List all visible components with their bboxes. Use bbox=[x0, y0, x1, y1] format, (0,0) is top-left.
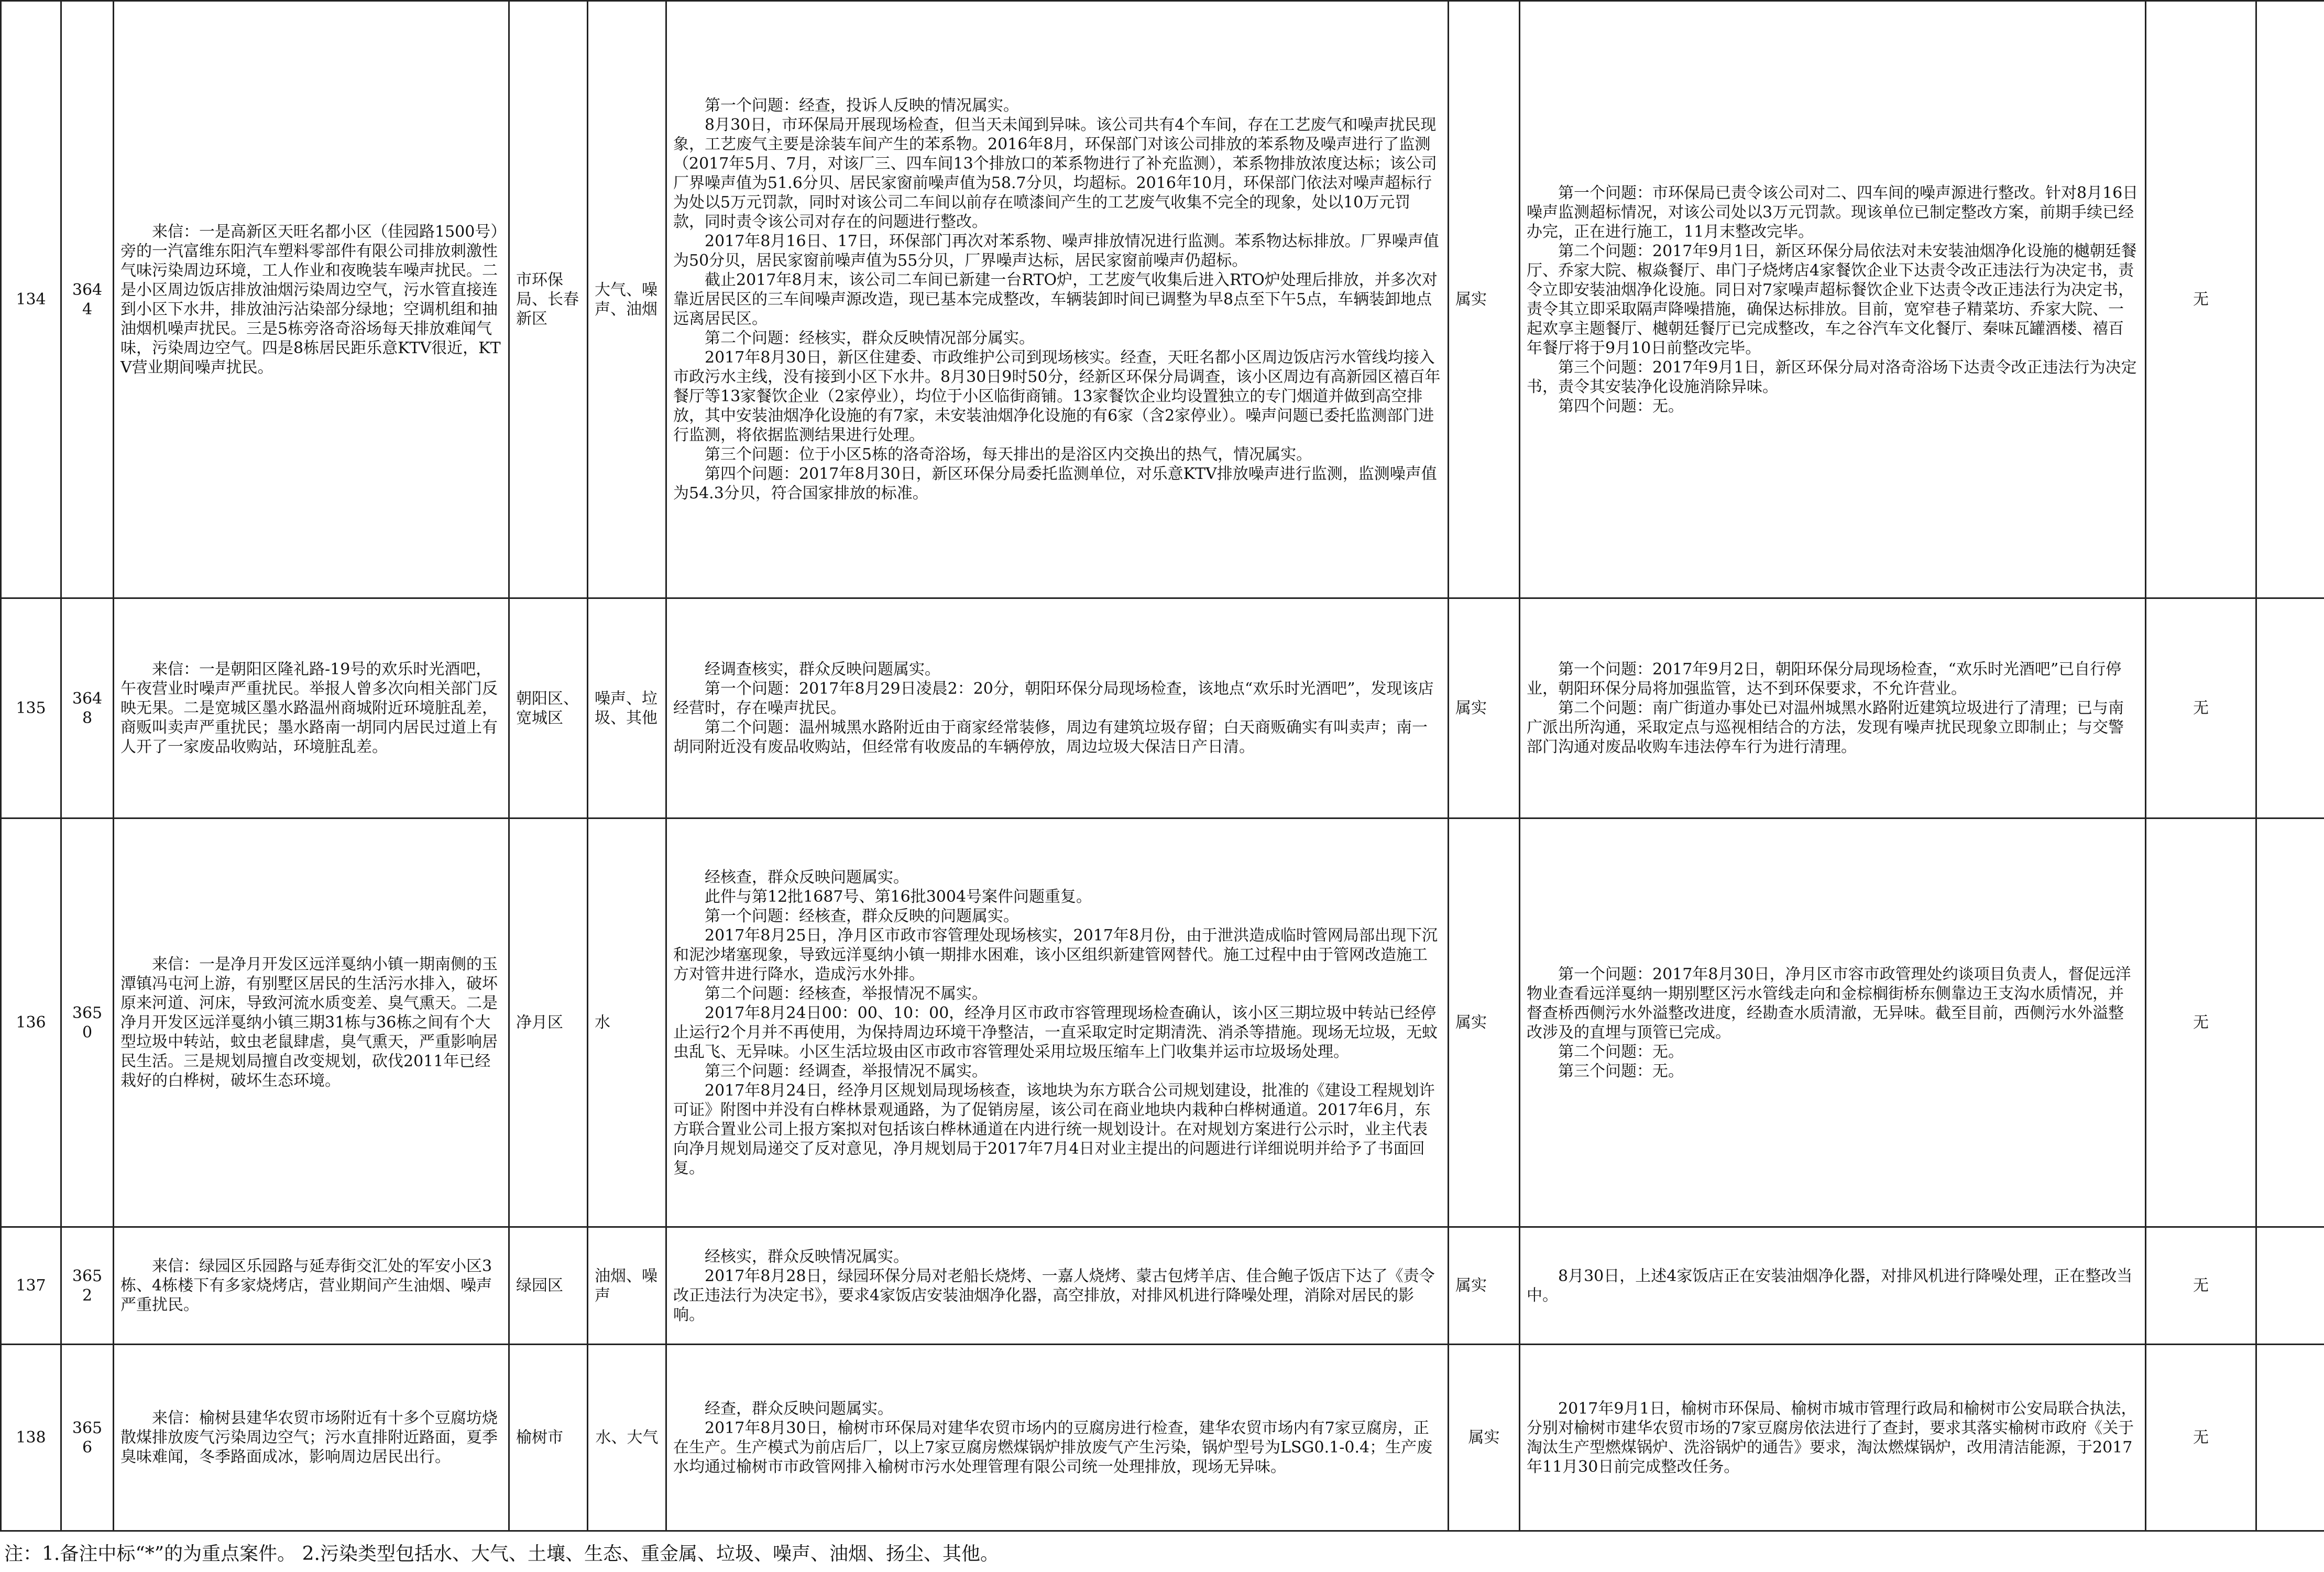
rectification-cell bbox=[1520, 1227, 2146, 1345]
findings-paragraph: 经核查，群众反映问题属实。 bbox=[705, 868, 909, 887]
accountability-cell: 无 bbox=[2146, 1345, 2256, 1531]
rectification-paragraph: 第一个问题：2017年8月30日，净月区市容市政管理处约谈项目负责人，督促远洋物业查看远洋戛纳一期别墅区污水管线走向和金棕榈街桥东侧靠边王支沟水质情况，并督查桥西侧污水外溢整改进度，经勘查水质清澈，无异味。截至目前，西侧污水外溢整改涉及的直埋与顶管已完成。 bbox=[1527, 965, 2131, 1042]
findings-paragraph: 2017年8月16日、17日，环保部门再次对苯系物、噪声排放情况进行监测。苯系物达标排放。厂界噪声值为50分贝，居民家窗前噪声值为55分贝，厂界噪声达标，居民家窗前噪声仍超标。 bbox=[673, 232, 1439, 270]
rectification-paragraph: 8月30日，上述4家饭店正在安装油烟净化器，对排风机进行降噪处理，正在整改当中。 bbox=[1527, 1267, 2133, 1305]
pollution-type-cell: 水 bbox=[588, 818, 666, 1227]
complaint-cell bbox=[114, 1227, 509, 1345]
remark-cell bbox=[2256, 598, 2324, 818]
rectification-cell bbox=[1520, 598, 2146, 818]
findings-paragraph: 第一个问题：经查，投诉人反映的情况属实。 bbox=[705, 96, 1019, 115]
complaint-text: 来信：一是净月开发区远洋戛纳小镇一期南侧的玉潭镇冯屯河上游，有别墅区居民的生活污水排入，破坏原来河道、河床，导致河流水质变差、臭气熏天。二是净月开发区远洋戛纳小镇三期31栋与36栋之间有个大型垃圾中转站，蚊虫老鼠肆虐，臭气熏天，严重影响居民生活。三是规划局擅自改变规划，砍伐2011年已经栽好的白桦树，破坏生态环境。 bbox=[120, 955, 498, 1090]
district-cell: 市环保局、长春新区 bbox=[509, 1, 588, 598]
remark-cell bbox=[2256, 1227, 2324, 1345]
rectification-paragraph: 第二个问题：无。 bbox=[1558, 1042, 1684, 1061]
case-id: 3650 bbox=[61, 818, 114, 1227]
row-number: 137 bbox=[1, 1227, 61, 1345]
complaint-text: 来信：一是高新区天旺名都小区（佳园路1500号）旁的一汽富维东阳汽车塑料零部件有限公司排放刺激性气味污染周边环境，工人作业和夜晚装车噪声扰民。二是小区周边饭店排放油烟污染周边空气，污水管直接连到小区下水井，排放油污沾染部分绿地；空调机组和抽油烟机噪声扰民。三是5栋旁洛奇浴场每天排放难闻气味，污染周边空气。四是8栋居民距乐意KTV很近，KTV营业期间噪声扰民。 bbox=[120, 222, 501, 377]
verdict-cell: 属实 bbox=[1449, 818, 1520, 1227]
verdict-cell: 属实 bbox=[1449, 1345, 1520, 1531]
findings-paragraph: 第四个问题：2017年8月30日，新区环保分局委托监测单位，对乐意KTV排放噪声进行监测，监测噪声值为54.3分贝，符合国家排放的标准。 bbox=[673, 465, 1437, 503]
findings-paragraph: 2017年8月30日，榆树市环保局对建华农贸市场内的豆腐房进行检查，建华农贸市场内有7家豆腐房，正在生产。生产模式为前店后厂，以上7家豆腐房燃煤锅炉排放废气产生污染，锅炉型号为LSG0.1-0.4；生产废水均通过榆树市市政管网排入榆树市污水处理管理有限公司统一处理排放，现场无异味。 bbox=[673, 1418, 1433, 1476]
case-rows bbox=[1, 1, 2324, 1531]
rectification-paragraph: 第一个问题：市环保局已责令该公司对二、四车间的噪声源进行整改。针对8月16日噪声监测超标情况，对该公司处以3万元罚款。现该单位已制定整改方案，前期手续已经办完，正在进行施工，11月末整改完毕。 bbox=[1527, 183, 2139, 241]
remark-cell bbox=[2256, 818, 2324, 1227]
row-number: 134 bbox=[1, 1, 61, 598]
findings-paragraph: 第二个问题：经核查，举报情况不属实。 bbox=[705, 984, 988, 1003]
pollution-type-cell: 大气、噪声、油烟 bbox=[588, 1, 666, 598]
complaint-cell bbox=[114, 1345, 509, 1531]
findings-paragraph: 2017年8月28日，绿园环保分局对老船长烧烤、一嘉人烧烤、蒙古包烤羊店、佳合鲍子饭店下达了《责令改正违法行为决定书》，要求4家饭店安装油烟净化器，高空排放，对排风机进行降噪处理，消除对居民的影响。 bbox=[673, 1267, 1435, 1324]
rectification-paragraph: 第一个问题：2017年9月2日，朝阳环保分局现场检查，“欢乐时光酒吧”已自行停业，朝阳环保分局将加强监管，达不到环保要求，不允许营业。 bbox=[1527, 660, 2122, 698]
accountability-cell: 无 bbox=[2146, 818, 2256, 1227]
rectification-paragraph: 第四个问题：无。 bbox=[1558, 397, 1684, 416]
complaint-cell bbox=[114, 1, 509, 598]
complaint-cell bbox=[114, 598, 509, 818]
findings-paragraph: 第三个问题：经调查，举报情况不属实。 bbox=[705, 1062, 988, 1080]
findings-paragraph: 此件与第12批1687号、第16批3004号案件问题重复。 bbox=[705, 887, 1092, 906]
accountability-cell: 无 bbox=[2146, 1227, 2256, 1345]
accountability-cell: 无 bbox=[2146, 1, 2256, 598]
district-cell: 绿园区 bbox=[509, 1227, 588, 1345]
findings-paragraph: 2017年8月24日，经净月区规划局现场核查，该地块为东方联合公司规划建设，批准的《建设工程规划许可证》附图中并没有白桦林景观通路，为了促销房屋，该公司在商业地块内栽种白桦树通道。2017年6月，东方联合置业公司上报方案拟对包括该白桦林通道在内进行统一规划设计。在对规划方案进行公示时，业主代表向净月规划局递交了反对意见，净月规划局于2017年7月4日对业主提出的问题进行详细说明并给予了书面回复。 bbox=[673, 1081, 1435, 1177]
verdict-cell: 属实 bbox=[1449, 598, 1520, 818]
findings-paragraph: 经核实，群众反映情况属实。 bbox=[705, 1247, 909, 1266]
complaint-text: 来信：榆树县建华农贸市场附近有十多个豆腐坊烧散煤排放废气污染周边空气；污水直排附近路面，夏季臭味难闻，冬季路面成冰，影响周边居民出行。 bbox=[120, 1409, 498, 1466]
case-id: 3648 bbox=[61, 598, 114, 818]
accountability-cell: 无 bbox=[2146, 598, 2256, 818]
rectification-cell bbox=[1520, 818, 2146, 1227]
table-row bbox=[1, 1345, 2324, 1531]
case-id: 3652 bbox=[61, 1227, 114, 1345]
findings-cell bbox=[666, 1, 1449, 598]
case-id: 3656 bbox=[61, 1345, 114, 1531]
district-cell: 榆树市 bbox=[509, 1345, 588, 1531]
table-row bbox=[1, 598, 2324, 818]
table-row bbox=[1, 1227, 2324, 1345]
pollution-type-cell: 水、大气 bbox=[588, 1345, 666, 1531]
footnote: 注：1.备注中标“*”的为重点案件。 2.污染类型包括水、大气、土壤、生态、重金属、垃圾、噪声、油烟、扬尘、其他。 bbox=[4, 1543, 999, 1565]
rectification-paragraph: 2017年9月1日，榆树市环保局、榆树市城市管理行政局和榆树市公安局联合执法，分别对榆树市建华农贸市场的7家豆腐房依法进行了查封，要求其落实榆树市政府《关于淘汰生产型燃煤锅炉、洗浴锅炉的通告》要求，淘汰燃煤锅炉，改用清洁能源，于2017年11月30日前完成整改任务。 bbox=[1527, 1399, 2137, 1476]
remark-cell bbox=[2256, 1345, 2324, 1531]
findings-paragraph: 第三个问题：位于小区5栋的洛奇浴场，每天排出的是浴区内交换出的热气，情况属实。 bbox=[705, 445, 1312, 464]
rectification-paragraph: 第二个问题：2017年9月1日，新区环保分局依法对未安装油烟净化设施的樾朝廷餐厅、乔家大院、椒焱餐厅、串门子烧烤店4家餐饮企业下达责令改正违法行为决定书，责令立即安装油烟净化设施。同日对7家噪声超标餐饮企业下达责令改正违法行为决定书，责令其立即采取隔声降噪措施，确保达标排放。目前，宽窄巷子精菜坊、乔家大院、一起欢享主题餐厅、樾朝廷餐厅已完成整改，车之谷汽车文化餐厅、秦味瓦罐酒楼、禧百年餐厅将于9月10日前整改完毕。 bbox=[1527, 242, 2137, 357]
findings-paragraph: 截止2017年8月末，该公司二车间已新建一台RTO炉，工艺废气收集后进入RTO炉处理后排放，并多次对靠近居民区的三车间噪声源改造，现已基本完成整改，车辆装卸时间已调整为早8点至下午5点，车辆装卸地点远离居民区。 bbox=[673, 271, 1438, 328]
row-number: 138 bbox=[1, 1345, 61, 1531]
findings-paragraph: 第二个问题：经核实，群众反映情况部分属实。 bbox=[705, 329, 1035, 347]
findings-paragraph: 经调查核实，群众反映问题属实。 bbox=[705, 660, 940, 679]
rectification-cell bbox=[1520, 1345, 2146, 1531]
findings-paragraph: 2017年8月24日00：00、10：00，经净月区市政市容管理现场检查确认，该小区三期垃圾中转站已经停止运行2个月并不再使用，为保持周边环境干净整洁，一直采取定时定期清洗、消杀等措施。现场无垃圾，无蚊虫乱飞、无异味。小区生活垃圾由区市政市容管理处采用垃圾压缩车上门收集并运市垃圾场处理。 bbox=[673, 1003, 1438, 1061]
rectification-paragraph: 第二个问题：南广街道办事处已对温州城黑水路附近建筑垃圾进行了清理；已与南广派出所沟通，采取定点与巡视相结合的方法，发现有噪声扰民现象立即制止；与交警部门沟通对废品收购车违法停车行为进行清理。 bbox=[1527, 699, 2124, 756]
row-number: 135 bbox=[1, 598, 61, 818]
findings-paragraph: 2017年8月30日，新区住建委、市政维护公司到现场核实。经查，天旺名都小区周边饭店污水管线均接入市政污水主线，没有接到小区下水井。8月30日9时50分，经新区环保分局调查，该小区周边有高新园区禧百年餐厅等13家餐饮企业（2家停业），均位于小区临街商铺。13家餐饮企业均设置独立的专门烟道并做到高空排放，其中安装油烟净化设施的有7家，未安装油烟净化设施的有6家（含2家停业）。噪声问题已委托监测部门进行监测，将依据监测结果进行处理。 bbox=[673, 348, 1441, 444]
findings-paragraph: 8月30日，市环保局开展现场检查，但当天未闻到异味。该公司共有4个车间，存在工艺废气和噪声扰民现象，工艺废气主要是涂装车间产生的苯系物。2016年8月，环保部门对该公司排放的苯系物及噪声进行了监测（2017年5月、7月，对该厂三、四车间13个排放口的苯系物进行了补充监测），苯系物排放浓度达标；该公司厂界噪声值为51.6分贝、居民家窗前噪声值为58.7分贝，均超标。2016年10月，环保部门依法对噪声超标行为处以5万元罚款，同时对该公司二车间以前存在喷漆间产生的工艺废气收集不完全的现象，处以10万元罚款，同时责令该公司对存在的问题进行整改。 bbox=[673, 116, 1437, 231]
row-number: 136 bbox=[1, 818, 61, 1227]
findings-paragraph: 经查，群众反映问题属实。 bbox=[705, 1399, 893, 1418]
complaint-cell bbox=[114, 818, 509, 1227]
pollution-type-cell: 油烟、噪声 bbox=[588, 1227, 666, 1345]
rectification-paragraph: 第三个问题：无。 bbox=[1558, 1062, 1684, 1080]
findings-paragraph: 第一个问题：2017年8月29日凌晨2：20分，朝阳环保分局现场检查，该地点“欢乐时光酒吧”，发现该店经营时，存在噪声扰民。 bbox=[673, 680, 1434, 717]
findings-cell bbox=[666, 1345, 1449, 1531]
findings-paragraph: 第二个问题：温州城黑水路附近由于商家经常装修，周边有建筑垃圾存留；白天商贩确实有叫卖声；南一胡同附近没有废品收购站，但经常有收废品的车辆停放，周边垃圾大保洁日产日清。 bbox=[673, 718, 1428, 756]
pollution-type-cell: 噪声、垃圾、其他 bbox=[588, 598, 666, 818]
findings-cell bbox=[666, 1227, 1449, 1345]
district-cell: 净月区 bbox=[509, 818, 588, 1227]
remark-cell bbox=[2256, 1, 2324, 598]
verdict-cell: 属实 bbox=[1449, 1227, 1520, 1345]
verdict-cell: 属实 bbox=[1449, 1, 1520, 598]
findings-paragraph: 2017年8月25日，净月区市政市容管理处现场核实，2017年8月份，由于泄洪造成临时管网局部出现下沉和泥沙堵塞现象，导致远洋戛纳小镇一期排水困难，该小区组织新建管网替代。施工过程中由于管网改造施工方对管井进行降水，造成污水外排。 bbox=[673, 926, 1438, 984]
findings-paragraph: 第一个问题：经核查，群众反映的问题属实。 bbox=[705, 907, 1019, 925]
complaint-text: 来信：绿园区乐园路与延寿街交汇处的军安小区3栋、4栋楼下有多家烧烤店，营业期间产生油烟、噪声严重扰民。 bbox=[120, 1257, 492, 1314]
findings-cell bbox=[666, 818, 1449, 1227]
table-row bbox=[1, 818, 2324, 1227]
complaint-text: 来信：一是朝阳区隆礼路-19号的欢乐时光酒吧，午夜营业时噪声严重扰民。举报人曾多次向相关部门反映无果。二是宽城区墨水路温州商城附近环境脏乱差，商贩叫卖声严重扰民；墨水路南一胡同内居民过道上有人开了一家废品收购站，环境脏乱差。 bbox=[120, 660, 498, 756]
rectification-paragraph: 第三个问题：2017年9月1日，新区环保分局对洛奇浴场下达责令改正违法行为决定书，责令其安装净化设施消除异味。 bbox=[1527, 358, 2137, 396]
district-cell: 朝阳区、宽城区 bbox=[509, 598, 588, 818]
findings-cell bbox=[666, 598, 1449, 818]
table-row bbox=[1, 1, 2324, 598]
rectification-cell bbox=[1520, 1, 2146, 598]
case-id: 3644 bbox=[61, 1, 114, 598]
